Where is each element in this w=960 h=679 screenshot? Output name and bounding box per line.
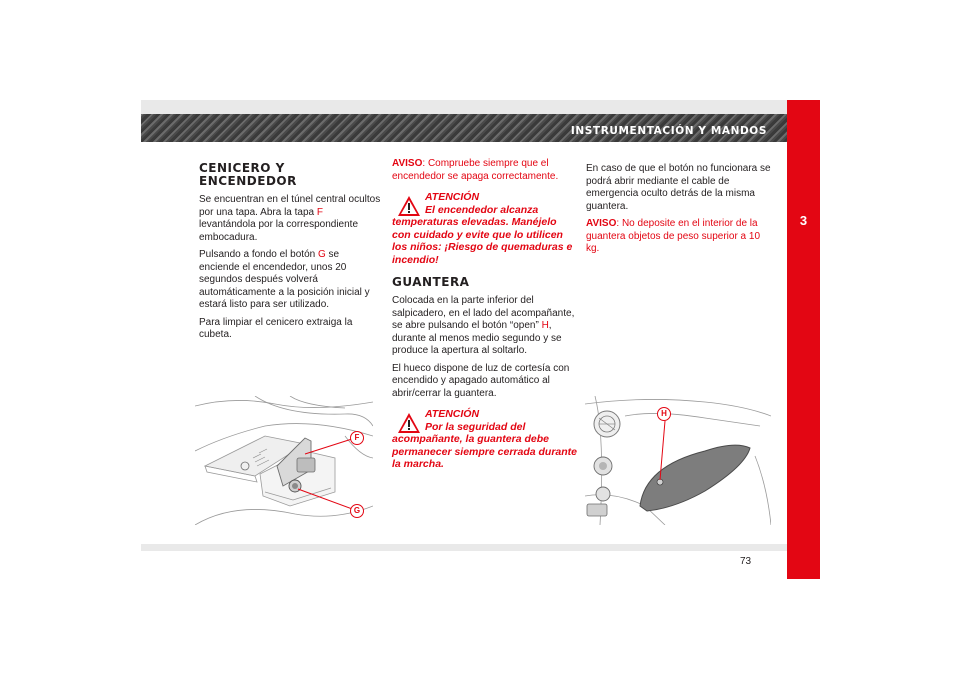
warning-line1: Por la seguridad del [425, 420, 526, 433]
heading-ashtray-line1: CENICERO Y [199, 161, 285, 175]
aviso-glovebox [586, 218, 776, 256]
aviso-text: : Compruebe siempre que el encendedor se apaga correctamente. [392, 158, 559, 182]
warning-lighter [392, 191, 577, 266]
warning-rest: temperaturas elevadas. Manéjelo con cuidado y evite que lo utilicen los niños: ¡Riesgo de quemaduras e incendio! [392, 216, 573, 266]
paragraph-glovebox-1 [392, 295, 577, 358]
heading-glovebox: GUANTERA [392, 275, 470, 289]
warning-rest: acompañante, la guantera debe permanecer siempre cerrada durante la marcha. [392, 433, 578, 470]
page-number: 73 [740, 556, 752, 567]
callout-f: F [350, 431, 364, 445]
section-title: INSTRUMENTACIÓN Y MANDOS [570, 125, 767, 137]
text-span: Pulsando a fondo el botón [199, 249, 318, 260]
text-span: , durante al menos medio segundo y se produce la apertura al soltarlo. [392, 320, 562, 356]
column-glovebox-cont [586, 163, 776, 261]
ref-letter-h: H [541, 320, 549, 331]
glovebox-illustration [585, 396, 771, 525]
chapter-number: 3 [799, 213, 808, 228]
ashtray-illustration [195, 396, 373, 525]
callout-g: G [350, 504, 364, 518]
ashtray-drawing [195, 396, 373, 525]
paragraph-ashtray-2 [199, 249, 381, 312]
text-span: se enciende el encendedor, unos 20 segundos después volverá automáticamente a la posición inicial y estará listo para ser utilizado. [199, 249, 370, 310]
column-ashtray [199, 158, 381, 347]
text-span: Colocada en la parte inferior del salpicadero, en el lado del acompañante, se abre pulsando el botón “open” [392, 295, 575, 331]
paragraph-emergency-cable: En caso de que el botón no funcionara se podrá abrir mediante el cable de emergencia oculto detrás de la misma guantera. [586, 163, 771, 212]
warning-triangle-icon [397, 195, 421, 217]
ref-letter-g: G [317, 249, 326, 260]
aviso-text: : No deposite en el interior de la guantera objetos de peso superior a 10 kg. [586, 218, 761, 254]
heading-ashtray [199, 162, 381, 188]
text-span: Se encuentran en el túnel central ocultos por una tapa. Abra la tapa [199, 194, 381, 218]
paragraph-ashtray-3: Para limpiar el cenicero extraiga la cubeta. [199, 316, 353, 340]
aviso-label: AVISO [586, 218, 617, 229]
aviso-lighter [392, 158, 577, 183]
warning-title: ATENCIÓN [425, 408, 480, 420]
warning-title: ATENCIÓN [425, 191, 480, 203]
heading-ashtray-line2: ENCENDEDOR [199, 174, 297, 188]
header-top-strip [141, 100, 787, 114]
header-bar [141, 100, 787, 142]
paragraph-ashtray-1 [199, 194, 381, 244]
glovebox-drawing [585, 396, 771, 525]
text-span: levantándola por la correspondiente embocadura. [199, 219, 358, 243]
paragraph-glovebox-2: El hueco dispone de luz de cortesía con encendido y apagado automático al abrir/cerrar la guantera. [392, 362, 570, 399]
warning-triangle-icon [397, 412, 421, 434]
footer-bar [141, 544, 787, 551]
ref-letter-f: F [316, 206, 323, 218]
column-glovebox [392, 158, 577, 481]
warning-line1: El encendedor alcanza [425, 203, 539, 216]
warning-glovebox [392, 408, 577, 471]
callout-h: H [657, 407, 671, 421]
chapter-tab [787, 100, 820, 579]
aviso-label: AVISO [392, 158, 423, 169]
